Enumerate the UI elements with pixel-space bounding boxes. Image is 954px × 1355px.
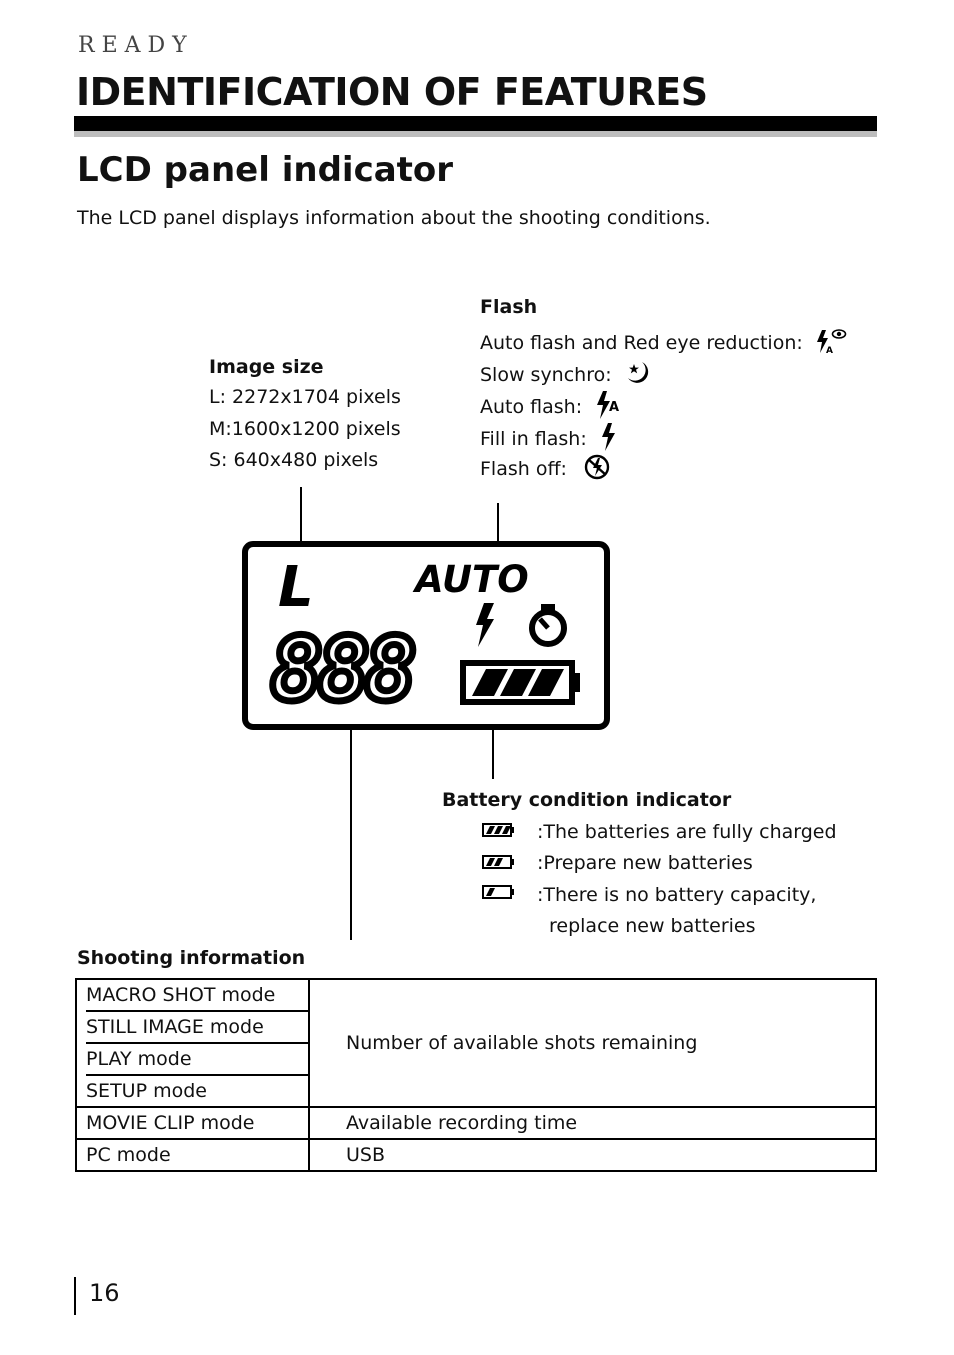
- battery-segment: [486, 858, 495, 866]
- intro-text: The LCD panel displays information about the shooting conditions.: [77, 207, 711, 229]
- flash-auto-icon: [594, 390, 622, 425]
- battery-segment: [486, 888, 495, 896]
- page-number: 16: [89, 1279, 120, 1307]
- title-rule-shadow: [74, 131, 877, 137]
- flash-item-label: Auto flash:: [480, 396, 583, 418]
- table-cell-mode: MOVIE CLIP mode: [76, 1107, 309, 1139]
- page-number-bar: [74, 1277, 76, 1315]
- battery-half-icon: [482, 855, 516, 869]
- shooting-info-table: [75, 978, 877, 1172]
- flash-auto-redeye-icon: [815, 327, 847, 360]
- table-cell-mode: PLAY mode: [76, 1044, 309, 1076]
- table-cell-mode: STILL IMAGE mode: [76, 1012, 309, 1044]
- table-cell-desc: Available recording time: [309, 1107, 876, 1139]
- flash-item: [480, 359, 652, 392]
- flash-item: [480, 390, 622, 425]
- flash-item-label: Fill in flash:: [480, 428, 587, 450]
- image-size-line: M:1600x1200 pixels: [209, 418, 401, 440]
- image-size-heading: Image size: [209, 356, 324, 378]
- lcd-digits: 888: [270, 618, 411, 721]
- battery-segment: [494, 826, 503, 834]
- flash-item-label: Flash off:: [480, 458, 567, 480]
- lcd-mode-text: AUTO: [415, 558, 529, 601]
- table-cell-desc: USB: [309, 1139, 876, 1171]
- table-row: [76, 1107, 876, 1139]
- slow-synchro-icon: [624, 359, 652, 392]
- battery-item-label: :Prepare new batteries: [537, 852, 753, 874]
- image-size-line: S: 640x480 pixels: [209, 449, 379, 471]
- title-rule: [74, 116, 877, 131]
- svg-text:A: A: [825, 346, 833, 355]
- battery-segment: [486, 826, 495, 834]
- table-row: [76, 1139, 876, 1171]
- battery-full-icon: [482, 823, 516, 837]
- flash-item: [480, 453, 611, 486]
- section-subtitle: LCD panel indicator: [77, 150, 454, 190]
- table-cell-mode: MACRO SHOT mode: [76, 979, 309, 1012]
- battery-segment: [502, 826, 511, 834]
- shooting-heading: Shooting information: [77, 947, 306, 969]
- flash-off-icon: [583, 453, 611, 486]
- image-size-line: L: 2272x1704 pixels: [209, 386, 401, 408]
- flash-item: [480, 327, 847, 360]
- page-title: IDENTIFICATION OF FEATURES: [76, 70, 708, 114]
- battery-segment: [494, 858, 503, 866]
- lcd-panel: [242, 540, 612, 732]
- lcd-size-letter: L: [278, 555, 314, 620]
- battery-empty-icon: [482, 885, 516, 899]
- section-label: READY: [78, 33, 194, 58]
- flash-item: [480, 422, 617, 457]
- table-cell-mode: PC mode: [76, 1139, 309, 1171]
- table-row: [76, 979, 876, 1012]
- flash-heading: Flash: [480, 296, 538, 318]
- flash-item-label: Slow synchro:: [480, 364, 612, 386]
- flash-item-label: Auto flash and Red eye reduction:: [480, 332, 803, 354]
- table-cell-mode: SETUP mode: [76, 1076, 309, 1107]
- battery-item-label: :There is no battery capacity,: [537, 884, 817, 906]
- table-cell-desc: Number of available shots remaining: [346, 1032, 698, 1054]
- battery-heading: Battery condition indicator: [442, 789, 732, 811]
- flash-fill-icon: [599, 422, 617, 457]
- battery-item-label: replace new batteries: [549, 915, 756, 937]
- shooting-leader-line: [350, 705, 352, 940]
- battery-item-label: :The batteries are fully charged: [537, 821, 837, 843]
- svg-text:A: A: [609, 400, 620, 415]
